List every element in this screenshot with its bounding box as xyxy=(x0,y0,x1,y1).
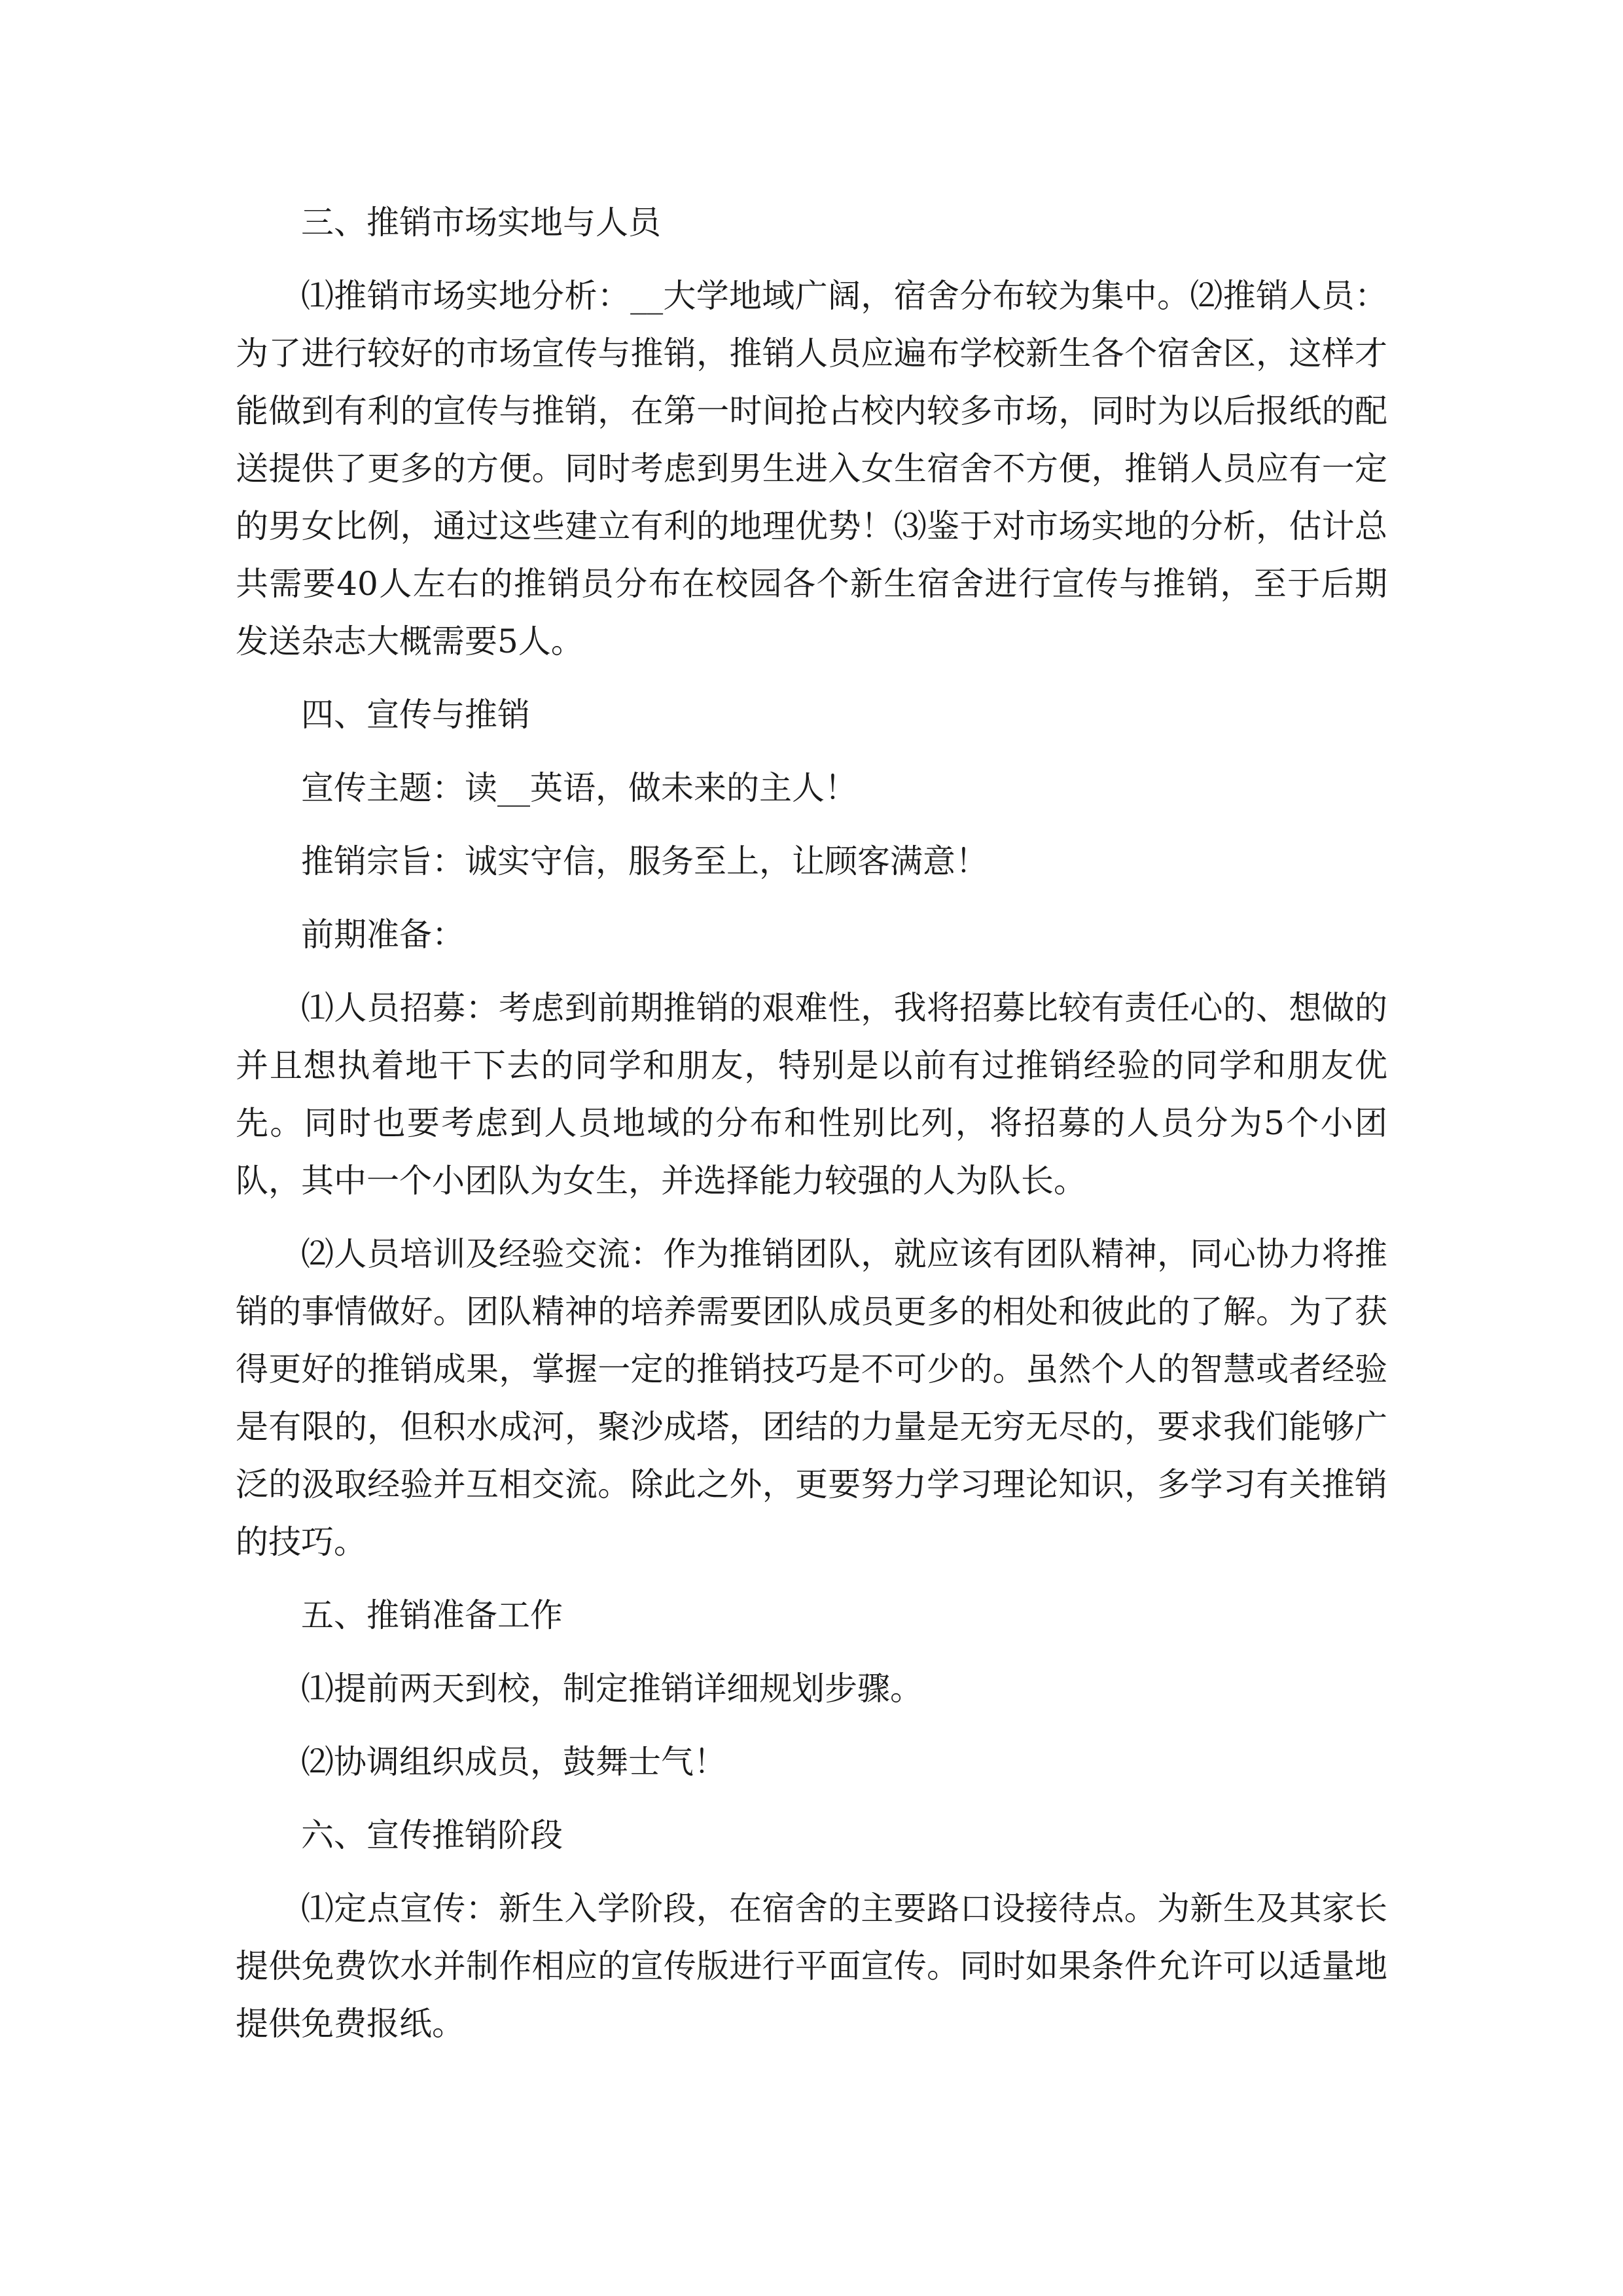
document-body xyxy=(236,194,1387,2068)
paragraph-prep-step-1: ⑴提前两天到校，制定推销详细规划步骤。 xyxy=(301,1670,923,1708)
section-heading-5: 五、推销准备工作 xyxy=(301,1596,563,1634)
paragraph-prep-step-2: ⑵协调组织成员，鼓舞士气！ xyxy=(301,1743,726,1781)
paragraph-recruitment: ⑴人员招募：考虑到前期推销的艰难性，我将招募比较有责任心的、想做的并且想执着地干下去的同学和朋友，特别是以前有过推销经验的同学和朋友优先。同时也要考虑到人员地域的分布和性别比列，将招募的人员分为5个小团队，其中一个小团队为女生，并选择能力较强的人为队长。 xyxy=(236,989,1387,1200)
paragraph-preparation-label: 前期准备： xyxy=(301,916,465,954)
section-heading-6: 六、宣传推销阶段 xyxy=(301,1816,563,1854)
paragraph-tenet: 推销宗旨：诚实守信，服务至上，让顾客满意！ xyxy=(301,842,988,880)
section-heading-4: 四、宣传与推销 xyxy=(301,696,530,734)
paragraph-theme: 宣传主题：读__英语，做未来的主人！ xyxy=(301,769,857,807)
paragraph-training: ⑵人员培训及经验交流：作为推销团队，就应该有团队精神，同心协力将推销的事情做好。团队精神的培养需要团队成员更多的相处和彼此的了解。为了获得更好的推销成果，掌握一定的推销技巧是不可少的。虽然个人的智慧或者经验是有限的，但积水成河，聚沙成塔，团结的力量是无穷无尽的，要求我们能够广泛的汲取经验并互相交流。除此之外，更要努力学习理论知识，多学习有关推销的技巧。 xyxy=(236,1235,1387,1561)
paragraph-market-personnel: ⑴推销市场实地分析：__大学地域广阔，宿舍分布较为集中。⑵推销人员：为了进行较好的市场宣传与推销，推销人员应遍布学校新生各个宿舍区，这样才能做到有利的宣传与推销，在第一时间抢占校内较多市场，同时为以后报纸的配送提供了更多的方便。同时考虑到男生进入女生宿舍不方便，推销人员应有一定的男女比例，通过这些建立有利的地理优势！⑶鉴于对市场实地的分析，估计总共需要40人左右的推销员分布在校园各个新生宿舍进行宣传与推销，至于后期发送杂志大概需要5人。 xyxy=(236,277,1387,660)
paragraph-fixed-point-promotion: ⑴定点宣传：新生入学阶段，在宿舍的主要路口设接待点。为新生及其家长提供免费饮水并制作相应的宣传版进行平面宣传。同时如果条件允许可以适量地提供免费报纸。 xyxy=(236,1890,1387,2043)
section-heading-3: 三、推销市场实地与人员 xyxy=(301,204,661,242)
